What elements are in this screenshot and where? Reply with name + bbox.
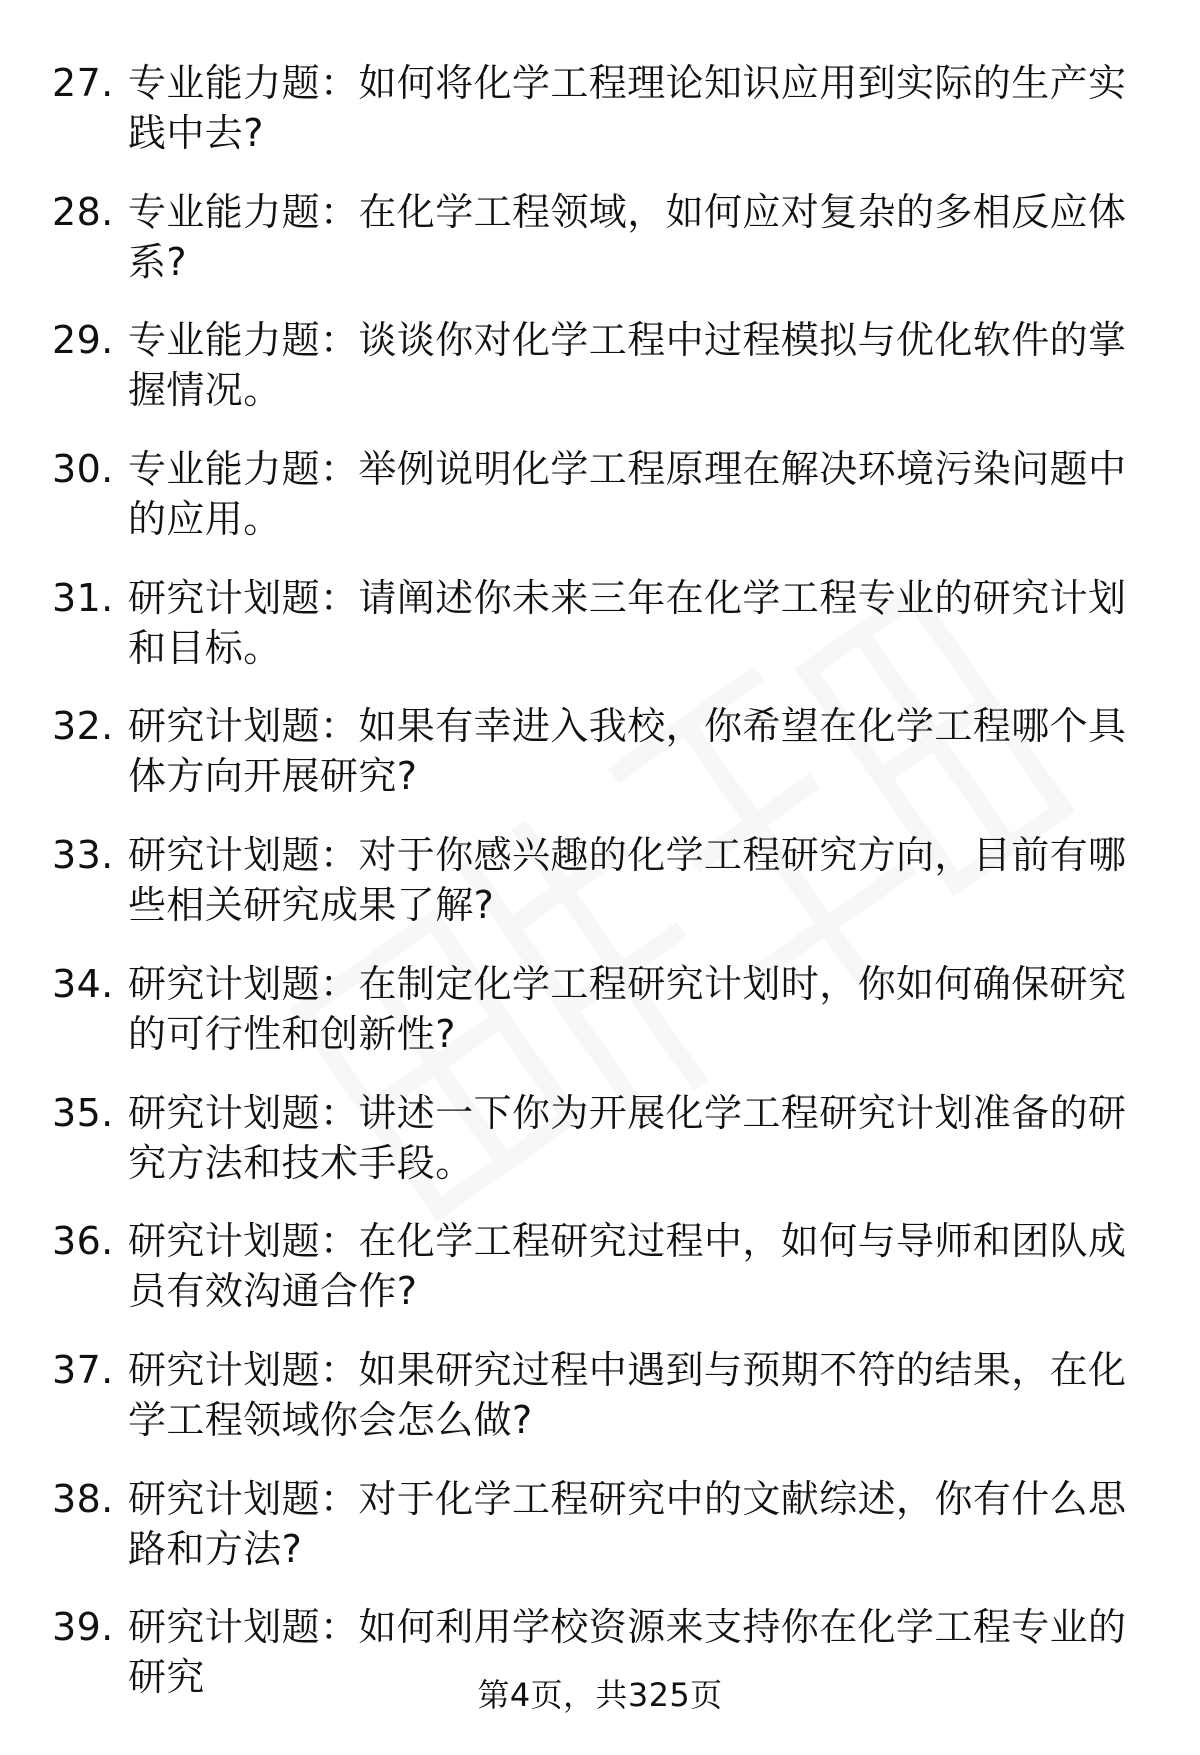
question-text: 专业能力题：谈谈你对化学工程中过程模拟与优化软件的掌握情况。 xyxy=(128,318,1127,413)
question-number: 27. xyxy=(52,61,114,105)
question-number: 34. xyxy=(52,961,114,1006)
list-item xyxy=(0,1088,1200,1188)
question-number: 38. xyxy=(52,1476,114,1521)
question-text: 研究计划题：对于你感兴趣的化学工程研究方向，目前有哪些相关研究成果了解? xyxy=(128,833,1127,928)
question-text: 研究计划题：如果有幸进入我校，你希望在化学工程哪个具体方向开展研究? xyxy=(128,704,1127,799)
question-number: 30. xyxy=(52,447,114,492)
question-text: 专业能力题：举例说明化学工程原理在解决环境污染问题中的应用。 xyxy=(128,447,1127,542)
question-text: 研究计划题：请阐述你未来三年在化学工程专业的研究计划和目标。 xyxy=(128,575,1127,670)
question-text: 专业能力题：如何将化学工程理论知识应用到实际的生产实践中去? xyxy=(128,61,1127,155)
list-item xyxy=(0,701,1200,801)
question-list xyxy=(0,58,1200,1731)
question-number: 32. xyxy=(52,704,114,749)
question-text: 研究计划题：在化学工程研究过程中，如何与导师和团队成员有效沟通合作? xyxy=(128,1219,1127,1314)
list-item xyxy=(0,959,1200,1059)
question-text: 研究计划题：讲述一下你为开展化学工程研究计划准备的研究方法和技术手段。 xyxy=(128,1090,1127,1185)
list-item xyxy=(0,573,1200,673)
question-text: 专业能力题：在化学工程领域，如何应对复杂的多相反应体系? xyxy=(128,189,1127,284)
question-number: 36. xyxy=(52,1219,114,1264)
list-item xyxy=(0,187,1200,287)
question-number: 31. xyxy=(52,575,114,620)
question-number: 33. xyxy=(52,833,114,878)
question-number: 39. xyxy=(52,1605,114,1650)
question-number: 37. xyxy=(52,1347,114,1392)
list-item xyxy=(0,1345,1200,1445)
question-text: 研究计划题：对于化学工程研究中的文献综述，你有什么思路和方法? xyxy=(128,1476,1127,1571)
list-item xyxy=(0,1216,1200,1316)
list-item xyxy=(0,444,1200,544)
list-item xyxy=(0,1474,1200,1574)
question-text: 研究计划题：如何利用学校资源来支持你在化学工程专业的研究 xyxy=(128,1605,1127,1700)
list-item xyxy=(0,58,1200,158)
list-item xyxy=(0,830,1200,930)
question-text: 研究计划题：如果研究过程中遇到与预期不符的结果，在化学工程领域你会怎么做? xyxy=(128,1347,1127,1442)
question-number: 28. xyxy=(52,189,114,234)
question-number: 35. xyxy=(52,1090,114,1135)
question-text: 研究计划题：在制定化学工程研究计划时，你如何确保研究的可行性和创新性? xyxy=(128,961,1127,1056)
question-number: 29. xyxy=(52,318,114,363)
page-footer: 第4页，共325页 xyxy=(477,1676,723,1714)
list-item xyxy=(0,315,1200,415)
